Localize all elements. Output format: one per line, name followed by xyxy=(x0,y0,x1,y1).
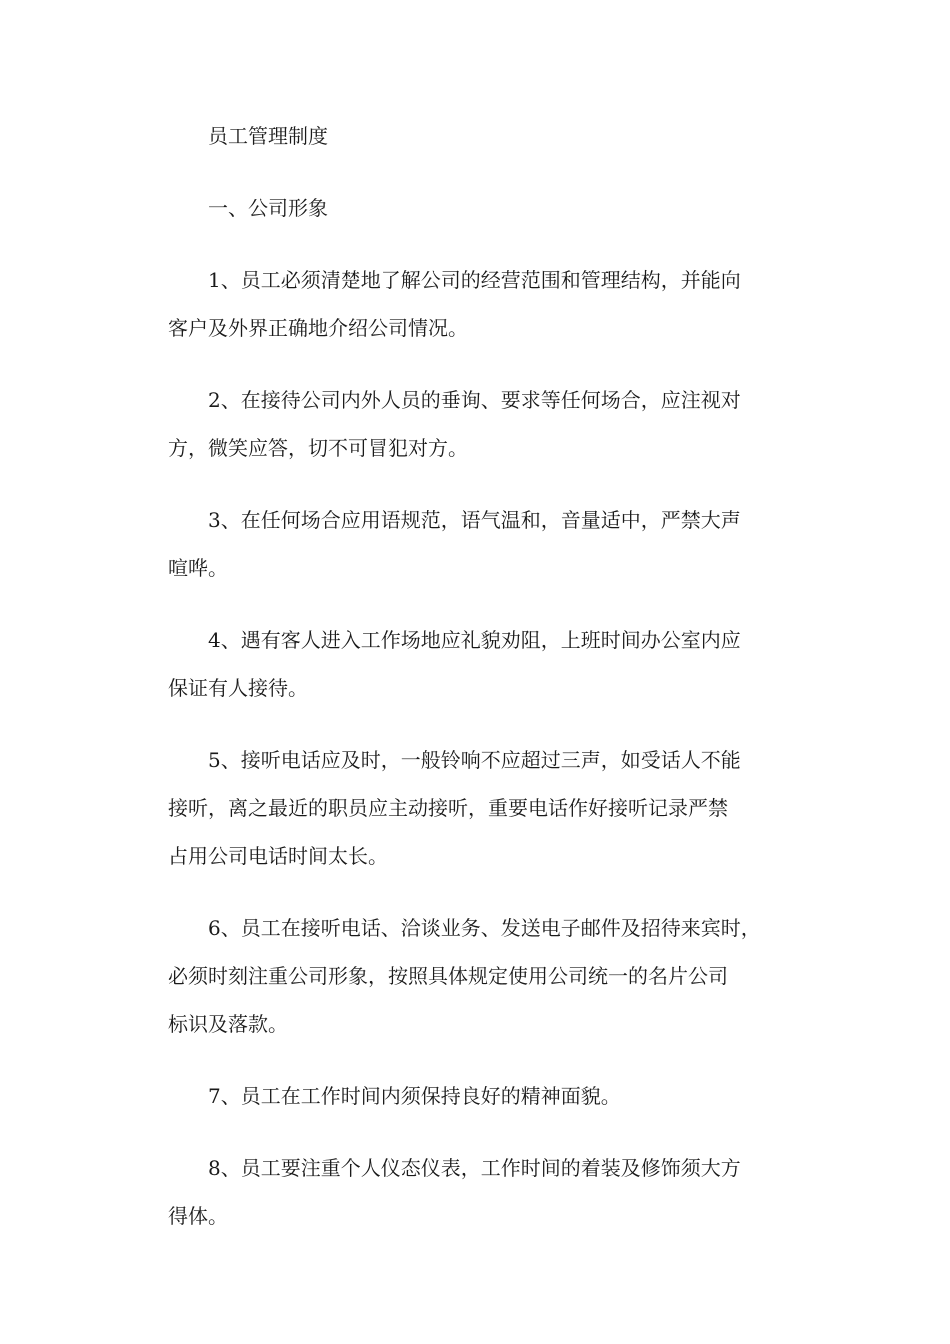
rule-line: 接听，离之最近的职员应主动接听，重要电话作好接听记录严禁 xyxy=(168,796,728,820)
rule-line: 必须时刻注重公司形象，按照具体规定使用公司统一的名片公司 xyxy=(168,964,728,988)
rule-line: 保证有人接待。 xyxy=(168,676,308,700)
rule-line: 1、员工必须清楚地了解公司的经营范围和管理结构，并能向 xyxy=(208,268,741,292)
rule-line: 3、在任何场合应用语规范，语气温和，音量适中，严禁大声 xyxy=(208,508,741,532)
rule-line: 6、员工在接听电话、洽谈业务、发送电子邮件及招待来宾时， xyxy=(208,916,761,940)
section-heading-text: 一、公司形象 xyxy=(208,196,328,220)
rule-item-7 xyxy=(168,1072,780,1120)
document-title-text: 员工管理制度 xyxy=(208,124,328,148)
rule-line: 7、员工在工作时间内须保持良好的精神面貌。 xyxy=(208,1084,621,1108)
document-body xyxy=(168,112,780,1264)
rule-item-6 xyxy=(168,904,780,1048)
rule-line: 8、员工要注重个人仪态仪表，工作时间的着装及修饰须大方 xyxy=(208,1156,741,1180)
section-heading xyxy=(168,184,780,232)
rule-line: 客户及外界正确地介绍公司情况。 xyxy=(168,316,468,340)
rule-item-2 xyxy=(168,376,780,472)
rule-line: 标识及落款。 xyxy=(168,1012,288,1036)
rule-line: 方，微笑应答，切不可冒犯对方。 xyxy=(168,436,468,460)
rule-item-1 xyxy=(168,256,780,352)
rule-line: 占用公司电话时间太长。 xyxy=(168,844,388,868)
rule-item-8 xyxy=(168,1144,780,1240)
rule-item-4 xyxy=(168,616,780,712)
rule-line: 4、遇有客人进入工作场地应礼貌劝阻，上班时间办公室内应 xyxy=(208,628,741,652)
rule-line: 喧哗。 xyxy=(168,556,228,580)
rule-line: 5、接听电话应及时，一般铃响不应超过三声，如受话人不能 xyxy=(208,748,741,772)
document-title xyxy=(168,112,780,160)
rule-line: 得体。 xyxy=(168,1204,228,1228)
rule-line: 2、在接待公司内外人员的垂询、要求等任何场合，应注视对 xyxy=(208,388,741,412)
rule-item-3 xyxy=(168,496,780,592)
rule-item-5 xyxy=(168,736,780,880)
